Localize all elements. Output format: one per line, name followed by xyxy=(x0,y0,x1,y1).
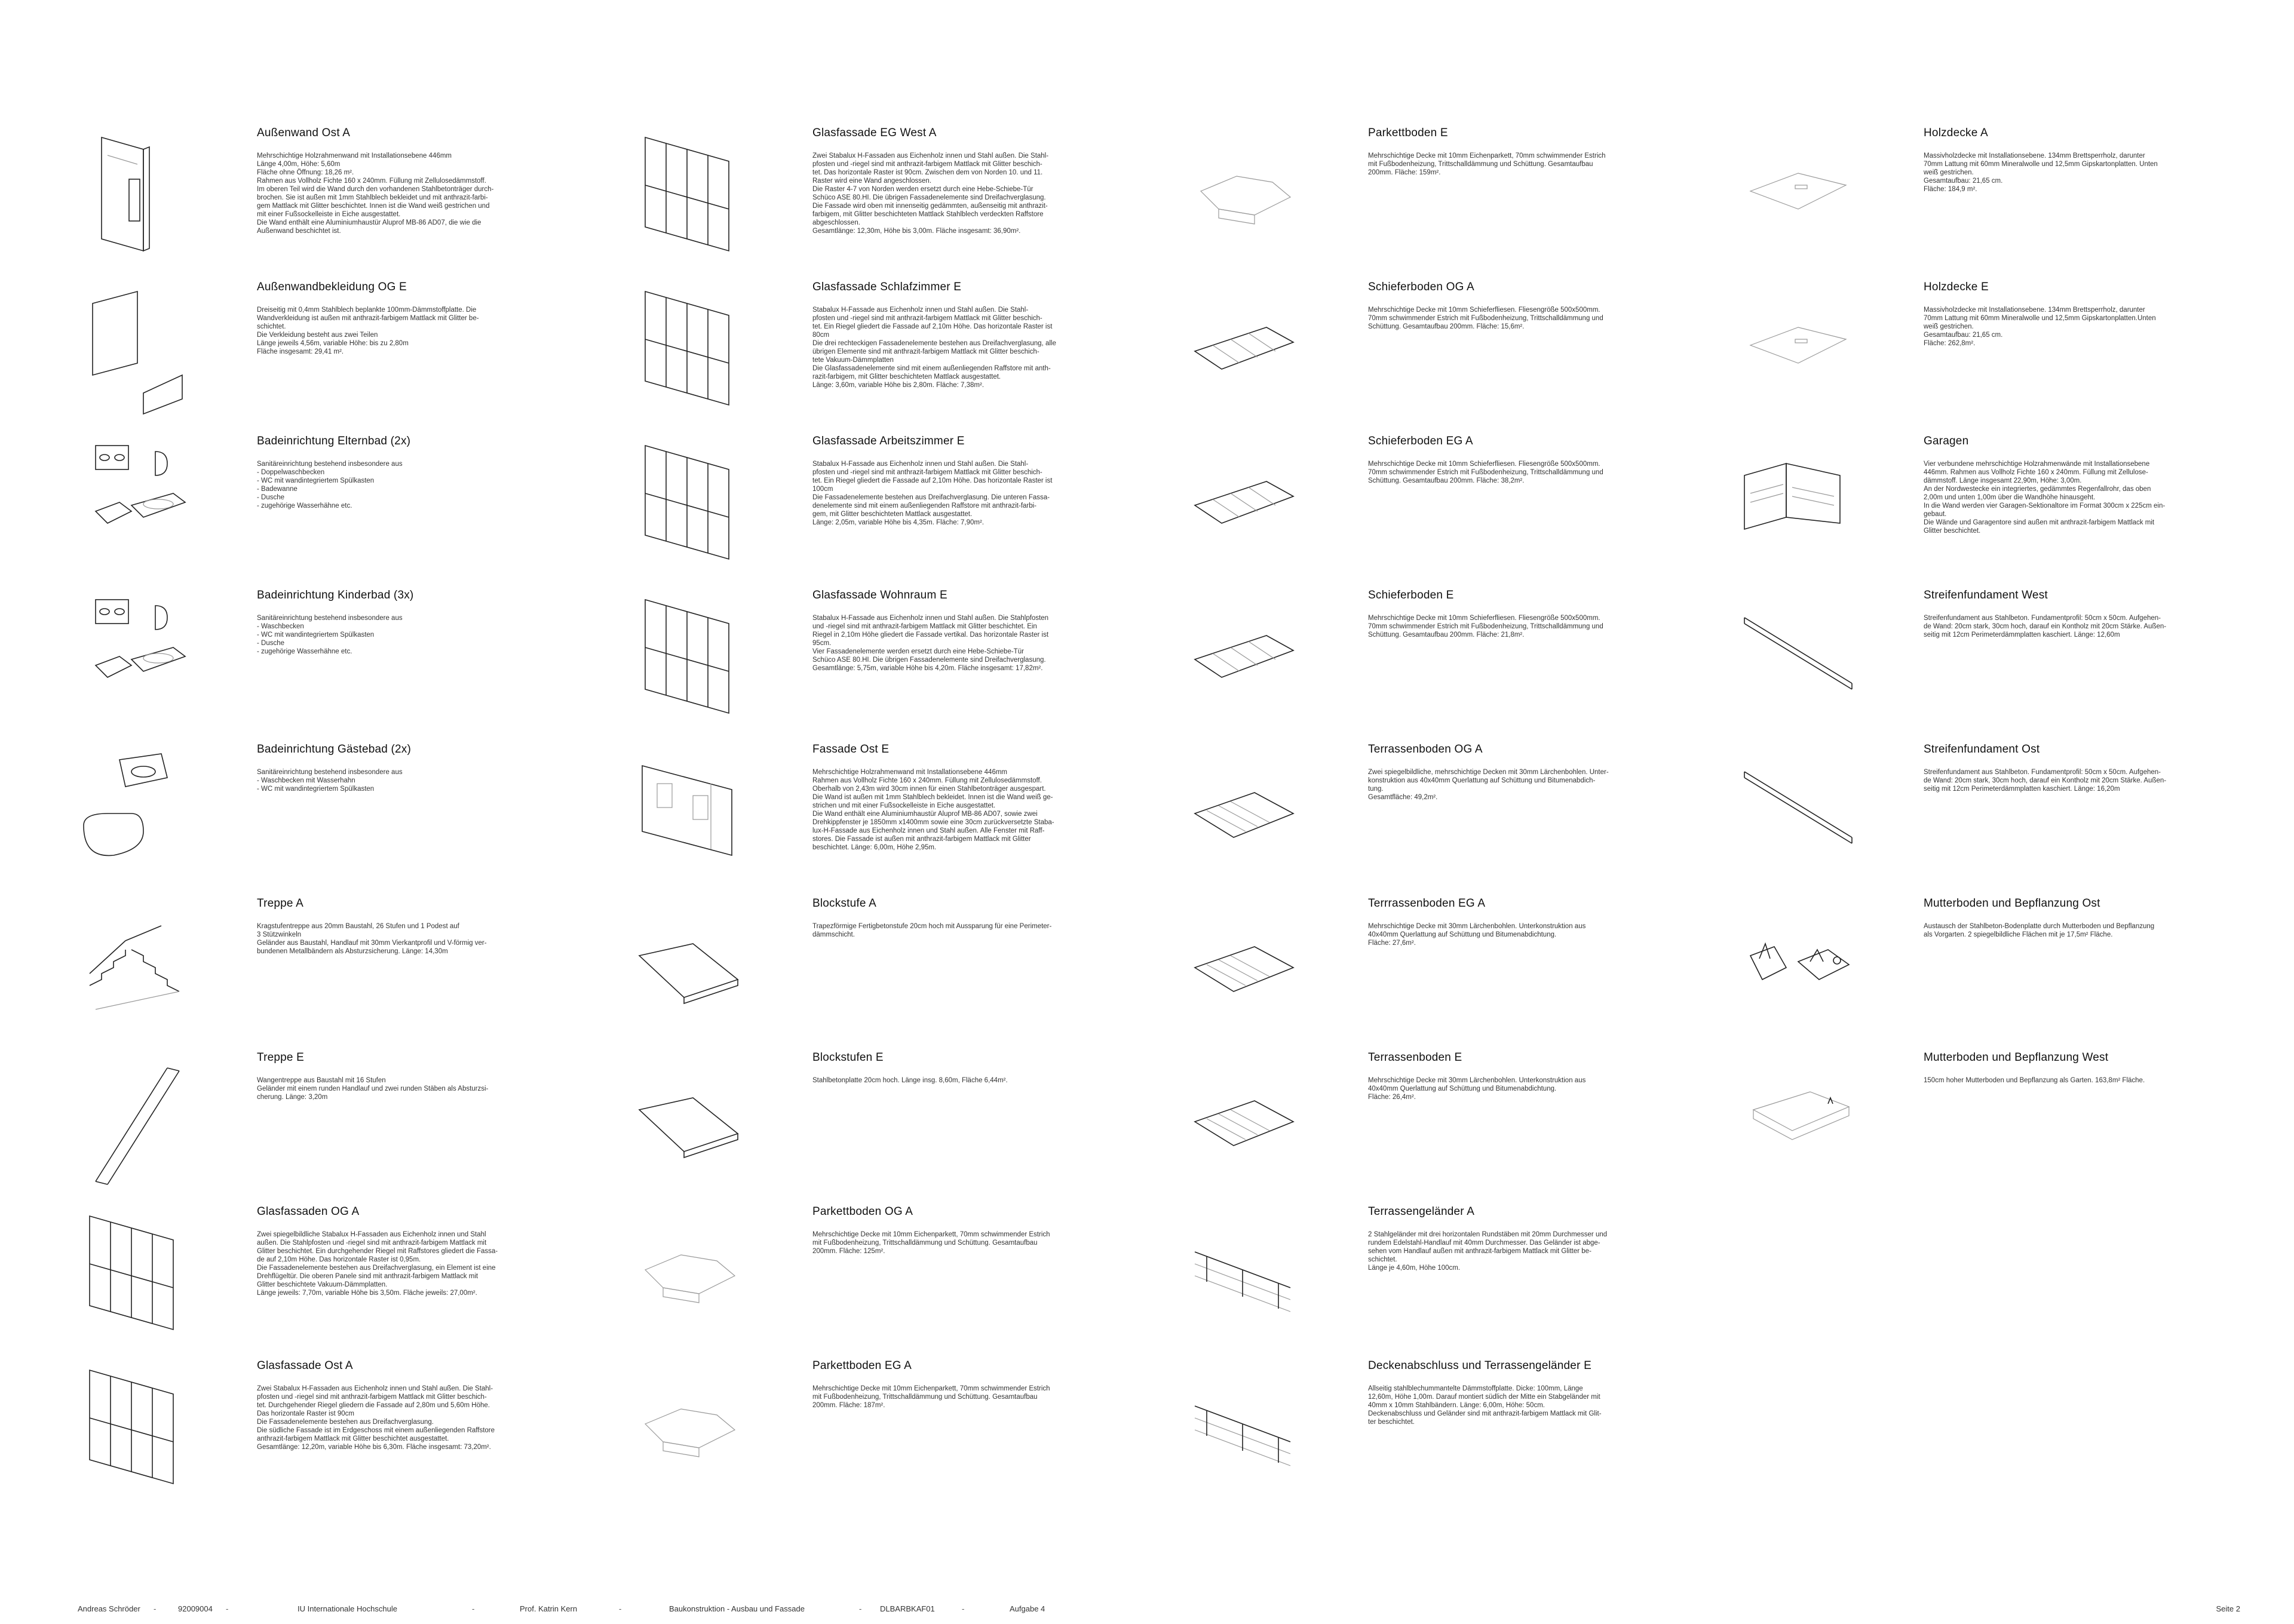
component-title: Treppe E xyxy=(257,1051,305,1064)
wall-icon xyxy=(72,119,191,269)
component-description: Allseitig stahlblechummantelte Dämmstoffplatte. Dicke: 100mm, Länge 12,60m, Höhe 1,00m. Darauf montiert südlich der Mitte ein Stabgeländer mit 40mm x 10mm Stahlbändern. Länge: 6,00m, Höhe: 50cm. Deckenabschluss und Geländer sind mit anthrazit-farbigem Mattlack mit Glit- ter beschichtet. xyxy=(1368,1385,1602,1426)
component-entry xyxy=(1738,274,2264,423)
component-entry xyxy=(627,119,1153,269)
slate-floor-icon xyxy=(1183,428,1302,577)
component-entry xyxy=(627,582,1153,731)
component-title: Glasfassade Ost A xyxy=(257,1359,353,1372)
component-entry xyxy=(1738,1044,2264,1193)
component-description: Streifenfundament aus Stahlbeton. Fundamentprofil: 50cm x 50cm. Aufgehen- de Wand: 20cm stark, 30cm hoch, darauf ein Kontholz mit 20cm Stärke. Außen- seitig mit 12cm Perimeterdämmplatten kaschiert. Länge: 12,60m xyxy=(1924,615,2167,638)
component-description: Sanitäreinrichtung bestehend insbesondere aus - Waschbecken mit Wasserhahn - WC mit wandintegriertem Spülkasten xyxy=(257,769,403,793)
foundation-icon xyxy=(1738,736,1858,885)
glass-facade-icon xyxy=(72,1352,191,1502)
bathroom-fixtures-icon xyxy=(72,582,191,731)
glass-facade-icon xyxy=(627,428,747,577)
terrace-floor-icon xyxy=(1183,890,1302,1039)
component-title: Garagen xyxy=(1924,435,1969,447)
component-entry xyxy=(627,890,1153,1039)
slate-floor-icon xyxy=(1183,582,1302,731)
component-text xyxy=(1368,1205,1703,1272)
footer-school: IU Internationale Hochschule xyxy=(298,1604,397,1613)
footer-student-id: 92009004 xyxy=(178,1604,213,1613)
component-text xyxy=(1368,1051,1703,1101)
glass-facade-icon xyxy=(627,119,747,269)
component-title: Terrrassenboden EG A xyxy=(1368,897,1486,910)
component-entry xyxy=(1738,428,2264,577)
component-text xyxy=(812,1051,1147,1085)
component-title: Mutterboden und Bepflanzung Ost xyxy=(1924,897,2100,910)
footer-course: Baukonstruktion - Ausbau und Fassade xyxy=(669,1604,805,1613)
component-text xyxy=(812,1359,1147,1410)
component-entry xyxy=(627,1044,1153,1193)
component-entry xyxy=(72,428,597,577)
footer-task: Aufgabe 4 xyxy=(1010,1604,1045,1613)
component-entry xyxy=(1183,582,1709,731)
component-description: Dreiseitig mit 0,4mm Stahlblech beplankte 100mm-Dämmstoffplatte. Die Wandverkleidung ist außen mit anthrazit-farbigem Mattlack mit Glitter be- schichtet. Die Verkleidung besteht aus zwei Teilen Länge jeweils 4,56m, variable Höhe: bis zu 2,80m Fläche insgesamt: 29,41 m². xyxy=(257,306,479,355)
component-description: Wangentreppe aus Baustahl mit 16 Stufen Geländer mit einem runden Handlauf und zwei runden Stäben als Absturzsi- cherung. Länge: 3,20m xyxy=(257,1077,489,1101)
block-step-icon xyxy=(627,1044,747,1193)
component-description: Austausch der Stahlbeton-Bodenplatte durch Mutterboden und Bepflanzung als Vorgarten. 2 spiegelbildliche Flächen mit je 17,5m² Fläche. xyxy=(1924,923,2155,938)
catalog-column xyxy=(1738,119,2264,1565)
component-text xyxy=(1924,1051,2258,1085)
straight-stair-icon xyxy=(72,1044,191,1193)
component-entry xyxy=(1183,428,1709,577)
component-title: Schieferboden EG A xyxy=(1368,435,1473,447)
component-entry xyxy=(72,582,597,731)
component-text xyxy=(257,1051,591,1101)
component-text xyxy=(1368,589,1703,639)
component-title: Holzdecke E xyxy=(1924,281,1989,293)
component-description: Stabalux H-Fassade aus Eichenholz innen und Stahl außen. Die Stahlpfosten und -riegel sind mit anthrazit-farbigem Mattlack mit Glitter beschichtet. Ein Riegel in 2,10m Höhe gliedert die Fassade vertikal. Das horizontale Raster ist 95cm. Vier Fassadenelemente werden ersetzt durch eine Hebe-Schiebe-Tür Schüco ASE 80.HI. Die übrigen Fassadenelemente sind Dreifachverglasung. Gesamtlänge: 5,75m, variable Höhe bis 4,20m. Fläche insgesamt: 17,82m². xyxy=(812,615,1049,672)
component-entry xyxy=(1183,1044,1709,1193)
glass-facade-icon xyxy=(627,582,747,731)
footer-separator: - xyxy=(859,1604,862,1613)
component-entry xyxy=(72,119,597,269)
component-description: Mehrschichtige Decke mit 10mm Schieferfliesen. Fliesengröße 500x500mm. 70mm schwimmender Estrich mit Fußbodenheizung, Trittschalldämmung und Schüttung. Gesamtaufbau 200mm. Fläche: 15,6m². xyxy=(1368,306,1603,330)
cladding-icon xyxy=(72,274,191,423)
footer-course-code: DLBARBKAF01 xyxy=(880,1604,935,1613)
catalog-column xyxy=(627,119,1153,1565)
component-text xyxy=(1924,281,2258,348)
slate-floor-icon xyxy=(1183,274,1302,423)
component-text xyxy=(812,127,1147,235)
component-title: Holzdecke A xyxy=(1924,127,1988,139)
foundation-icon xyxy=(1738,582,1858,731)
component-text xyxy=(257,743,591,793)
component-description: Mehrschichtige Decke mit 10mm Eichenparkett, 70mm schwimmender Estrich mit Fußbodenheizung, Trittschalldämmung und Schüttung. Gesamtaufbau 200mm. Fläche: 187m². xyxy=(812,1385,1050,1409)
component-title: Glasfassade Wohnraum E xyxy=(812,589,947,601)
component-title: Glasfassade Schlafzimmer E xyxy=(812,281,962,293)
footer-author: Andreas Schröder xyxy=(78,1604,140,1613)
railing-icon xyxy=(1183,1352,1302,1502)
component-text xyxy=(257,127,591,235)
component-entry xyxy=(1183,890,1709,1039)
stair-icon xyxy=(72,890,191,1039)
component-text xyxy=(1924,127,2258,194)
component-text xyxy=(1368,127,1703,177)
component-title: Schieferboden OG A xyxy=(1368,281,1474,293)
component-text xyxy=(1368,1359,1703,1426)
component-text xyxy=(257,1205,591,1297)
garden-icon xyxy=(1738,1044,1858,1193)
component-description: Zwei spiegelbildliche Stabalux H-Fassaden aus Eichenholz innen und Stahl außen. Die Stahlpfosten und -riegel sind mit anthrazit-farbigem Mattlack mit Glitter beschichtet. Ein durchgehender Riegel mit Raffstores gliedert die Fassa- de auf 2,10m Höhe. Das horizontale Raster ist 0,95m. Die Fassadenelemente bestehen aus Dreifachverglasung, ein Element ist eine Drehflügeltür. Die oberen Panele sind mit anthrazit-farbigem Mattlack mit Glitter beschichtete Vakuum-Dämmplatten. Länge jeweils: 7,70m, variable Höhe bis 3,50m. Fläche jeweils: 27,00m². xyxy=(257,1231,498,1297)
component-entry xyxy=(627,1352,1153,1502)
component-entry xyxy=(72,1044,597,1193)
component-entry xyxy=(1738,119,2264,269)
component-description: Zwei Stabalux H-Fassaden aus Eichenholz innen und Stahl außen. Die Stahl- pfosten und -riegel sind mit anthrazit-farbigem Mattlack mit Glitter beschich- tet. Das horizontale Raster ist 90cm. Zwischen dem von Norden 10. und 11. Raster wird eine Wand angeschlossen. Die Raster 4-7 von Norden werden ersetzt durch eine Hebe-Schiebe-Tür Schüco ASE 80.HI. Die übrigen Fassadenelemente sind Dreifachverglasung. Die Fassade wird oben mit innenseitig gedämmten, außenseitig mit anthrazit- farbigem, mit Glitter beschichteten Mattlack Stahlblech verdeckten Raffstore abgeschlossen. Gesamtlänge: 12,30m, Höhe bis 3,00m. Fläche insgesamt: 36,90m². xyxy=(812,152,1049,235)
component-title: Glasfassade EG West A xyxy=(812,127,937,139)
component-text xyxy=(257,1359,591,1451)
component-description: Zwei Stabalux H-Fassaden aus Eichenholz innen und Stahl außen. Die Stahl- pfosten und -riegel sind mit anthrazit-farbigem Mattlack mit Glitter beschich- tet. Durchgehender Riegel gliedern die Fassade auf 2,80m und 5,60m Höhe. Das horizontale Raster ist 90cm Die Fassadenelemente bestehen aus Dreifachverglasung. Die südliche Fassade ist im Erdgeschoss mit einem außenliegenden Raffstore anthrazit-farbigem Mattlack mit Glitter beschichtet ausgestattet. Gesamtlänge: 12,20m, variable Höhe bis 6,30m. Fläche insgesamt: 73,20m². xyxy=(257,1385,495,1451)
component-description: Mehrschichtige Decke mit 10mm Schieferfliesen. Fliesengröße 500x500mm. 70mm schwimmender Estrich mit Fußbodenheizung, Trittschalldämmung und Schüttung. Gesamtaufbau 200mm. Fläche: 21,8m². xyxy=(1368,615,1603,638)
component-title: Terrassenboden OG A xyxy=(1368,743,1483,756)
component-text xyxy=(257,435,591,510)
component-description: 150cm hoher Mutterboden und Bepflanzung als Garten. 163,8m² Fläche. xyxy=(1924,1077,2145,1084)
component-text xyxy=(1368,897,1703,947)
component-description: Mehrschichtige Decke mit 10mm Eichenparkett, 70mm schwimmender Estrich mit Fußbodenheizung, Trittschalldämmung und Schüttung. Gesamtaufbau 200mm. Fläche: 125m². xyxy=(812,1231,1050,1255)
component-description: Mehrschichtige Decke mit 10mm Schieferfliesen. Fliesengröße 500x500mm. 70mm schwimmender Estrich mit Fußbodenheizung, Trittschalldämmung und Schüttung. Gesamtaufbau 200mm. Fläche: 38,2m². xyxy=(1368,461,1603,484)
component-title: Terrassenboden E xyxy=(1368,1051,1462,1064)
footer xyxy=(78,1604,2240,1619)
component-description: 2 Stahlgeländer mit drei horizontalen Rundstäben mit 20mm Durchmesser und rundem Edelstahl-Handlauf mit 40mm Durchmesser. Das Geländer ist abge- sehen vom Handlauf außen mit anthrazit-farbigem Mattlack mit Glitter be- schichtet. Länge je 4,60m, Höhe 100cm. xyxy=(1368,1231,1608,1272)
component-text xyxy=(257,897,591,956)
component-description: Mehrschichtige Holzrahmenwand mit Installationsebene 446mm Rahmen aus Vollholz Fichte 160 x 240mm. Füllung mit Zellulosedämmstoff. Oberhalb von 2,43m wird 30cm innen für einen Stahlbetonträger ausgespart. Die Wand ist außen mit 1mm Stahlblech bekleidet. Innen ist die Wand weiß ge- strichen und mit einer Fußsockelleiste in Eiche ausgestattet. Die Wand enthält eine Aluminiumhaustür Aluprof MB-86 AD07, sowie zwei Drehkippfenster je 1850mm x1400mm sowie eine 30cm zurückversetzte Staba- lux-H-Fassade aus Eichenholz innen und Stahl außen. Alle Fenster mit Raff- stores. Die Fassade ist außen mit anthrazit-farbigem Mattlack mit Glitter beschichtet. Länge: 6,00m, Höhe 2,95m. xyxy=(812,769,1054,851)
component-title: Deckenabschluss und Terrassengeländer E xyxy=(1368,1359,1591,1372)
footer-separator: - xyxy=(962,1604,965,1613)
component-text xyxy=(1924,897,2258,939)
railing-icon xyxy=(1183,1198,1302,1347)
component-title: Schieferboden E xyxy=(1368,589,1454,601)
component-entry xyxy=(1183,274,1709,423)
component-entry xyxy=(1738,582,2264,731)
catalog-column xyxy=(1183,119,1709,1565)
component-text xyxy=(812,743,1147,852)
facade-icon xyxy=(627,736,747,885)
component-entry xyxy=(72,1352,597,1502)
component-title: Badeinrichtung Gästebad (2x) xyxy=(257,743,412,756)
footer-professor: Prof. Katrin Kern xyxy=(520,1604,578,1613)
component-text xyxy=(257,589,591,656)
component-title: Außenwand Ost A xyxy=(257,127,351,139)
component-text xyxy=(1924,743,2258,793)
component-description: Stahlbetonplatte 20cm hoch. Länge insg. 8,60m, Fläche 6,44m². xyxy=(812,1077,1008,1084)
component-title: Terrassengeländer A xyxy=(1368,1205,1475,1218)
component-description: Massivholzdecke mit Installationsebene. 134mm Brettsperrholz, darunter 70mm Lattung mit 60mm Mineralwolle und 12,5mm Gipskartonplatten. Unten weiß gestrichen. Gesamtaufbau: 21,65 cm. Fläche: 184,9 m². xyxy=(1924,152,2158,193)
block-step-icon xyxy=(627,890,747,1039)
component-text xyxy=(812,897,1147,939)
component-description: Mehrschichtige Decke mit 30mm Lärchenbohlen. Unterkonstruktion aus 40x40mm Querlattung auf Schüttung und Bitumenabdichtung. Fläche: 27,6m². xyxy=(1368,923,1586,947)
component-title: Blockstufen E xyxy=(812,1051,884,1064)
ceiling-icon xyxy=(1738,119,1858,269)
component-text xyxy=(812,281,1147,389)
footer-separator: - xyxy=(154,1604,157,1613)
component-entry xyxy=(72,1198,597,1347)
component-catalog xyxy=(72,119,2246,1565)
component-description: Mehrschichtige Holzrahmenwand mit Installationsebene 446mm Länge 4,00m, Höhe: 5,60m Fläche ohne Öffnung: 18,26 m². Rahmen aus Vollholz Fichte 160 x 240mm. Füllung mit Zellulosedämmstoff. Im oberen Teil wird die Wand durch den vorhandenen Stahlbetonträger durch- brochen. Sie ist außen mit 1mm Stahlblech bekleidet und mit anthrazit-farbi- gem Mattlack mit Glitter beschichtet. Innen ist die Wand weiß gestrichen und mit einer Fußsockelleiste in Eiche ausgestattet. Die Wand enthält eine Aluminiumhaustür Aluprof MB-86 AD07, die wie die Außenwand beschichtet ist. xyxy=(257,152,494,235)
component-entry xyxy=(1183,1352,1709,1502)
component-text xyxy=(1924,589,2258,639)
component-entry xyxy=(72,274,597,423)
terrace-floor-icon xyxy=(1183,1044,1302,1193)
component-entry xyxy=(627,274,1153,423)
component-title: Streifenfundament West xyxy=(1924,589,2048,601)
component-title: Badeinrichtung Kinderbad (3x) xyxy=(257,589,414,601)
footer-separator: - xyxy=(472,1604,475,1613)
component-text xyxy=(1924,435,2258,535)
planting-icon xyxy=(1738,890,1858,1039)
garage-icon xyxy=(1738,428,1858,577)
component-title: Parkettboden OG A xyxy=(812,1205,913,1218)
component-entry xyxy=(1738,736,2264,885)
component-title: Blockstufe A xyxy=(812,897,876,910)
component-description: Stabalux H-Fassade aus Eichenholz innen und Stahl außen. Die Stahl- pfosten und -riegel sind mit anthrazit-farbigem Mattlack mit Glitter beschich- tet. Ein Riegel gliedert die Fassade auf 2,10m Höhe. Das horizontale Raster ist 80cm Die drei rechteckigen Fassadenelemente bestehen aus Dreifachverglasung, alle übrigen Elemente sind mit anthrazit-farbigem Mattlack mit Glitter beschich- tete Vakuum-Dämmplatten Die Glasfassadenelemente sind mit einem außenliegenden Raffstore mit anth- razit-farbigem, mit Glitter beschichteten Mattlack ausgestattet. Länge: 3,60m, variable Höhe bis 2,80m. Fläche: 7,38m². xyxy=(812,306,1056,389)
footer-separator: - xyxy=(226,1604,229,1613)
component-description: Stabalux H-Fassade aus Eichenholz innen und Stahl außen. Die Stahl- pfosten und -riegel sind mit anthrazit-farbigem Mattlack mit Glitter beschich- tet. Ein Riegel gliedert die Fassade auf 2,10m Höhe. Das horizontale Raster ist 100cm Die Fassadenelemente bestehen aus Dreifachverglasung. Die unteren Fassa- denelemente sind mit einem außenliegenden Raffstore mit anthrazit-farbi- gem, mit Glitter beschichteten Mattlack ausgestattet. Länge: 2,05m, variable Höhe bis 4,35m. Fläche: 7,90m². xyxy=(812,461,1053,526)
component-entry xyxy=(1183,119,1709,269)
component-description: Vier verbundene mehrschichtige Holzrahmenwände mit Installationsebene 446mm. Rahmen aus Vollholz Fichte 160 x 240mm. Füllung mit Zellulose- dämmstoff. Länge insgesamt 22,90m, Höhe: 3,00m. An der Nordwestecke ein integriertes, gedämmtes Regenfallrohr, das oben 2,00m und unten 1,00m über die Wandhöhe hinausgeht. In die Wand werden vier Garagen-Sektionaltore im Format 300cm x 225cm ein- gebaut. Die Wände und Garagentore sind außen mit anthrazit-farbigem Mattlack mit Glitter beschichtet. xyxy=(1924,461,2166,535)
component-entry xyxy=(627,736,1153,885)
component-text xyxy=(1368,281,1703,331)
component-entry xyxy=(72,736,597,885)
component-text xyxy=(1368,435,1703,485)
component-description: Mehrschichtige Decke mit 10mm Eichenparkett, 70mm schwimmender Estrich mit Fußbodenheizung, Trittschalldämmung und Schüttung. Gesamtaufbau 200mm. Fläche: 159m². xyxy=(1368,152,1606,176)
component-description: Sanitäreinrichtung bestehend insbesondere aus - Doppelwaschbecken - WC mit wandintegriertem Spülkasten - Badewanne - Dusche - zugehörige Wasserhähne etc. xyxy=(257,461,403,509)
footer-separator: - xyxy=(619,1604,622,1613)
component-description: Kragstufentreppe aus 20mm Baustahl, 26 Stufen und 1 Podest auf 3 Stützwinkeln Geländer aus Baustahl, Handlauf mit 30mm Vierkantprofil und V-förmig ver- bundenen Metallbändern als Absturzsicherung. Länge: 14,30m xyxy=(257,923,487,955)
component-description: Trapezförmige Fertigbetonstufe 20cm hoch mit Aussparung für eine Perimeter- dämmschicht. xyxy=(812,923,1052,938)
component-description: Massivholzdecke mit Installationsebene. 134mm Brettsperrholz, darunter 70mm Lattung mit 60mm Mineralwolle und 12,5mm Gipskartonplatten.Unten weiß gestrichen. Gesamtaufbau: 21,65 cm. Fläche: 262,8m². xyxy=(1924,306,2156,347)
terrace-floor-icon xyxy=(1183,736,1302,885)
component-title: Streifenfundament Ost xyxy=(1924,743,2040,756)
component-text xyxy=(257,281,591,356)
component-entry xyxy=(1183,736,1709,885)
component-entry xyxy=(1738,890,2264,1039)
component-entry xyxy=(72,890,597,1039)
component-description: Mehrschichtige Decke mit 30mm Lärchenbohlen. Unterkonstruktion aus 40x40mm Querlattung auf Schüttung und Bitumenabdichtung. Fläche: 26,4m². xyxy=(1368,1077,1586,1101)
component-text xyxy=(1368,743,1703,802)
catalog-column xyxy=(72,119,597,1565)
component-title: Glasfassade Arbeitszimmer E xyxy=(812,435,965,447)
floor-icon xyxy=(1183,119,1302,269)
component-title: Treppe A xyxy=(257,897,303,910)
component-title: Fassade Ost E xyxy=(812,743,890,756)
floor-icon xyxy=(627,1352,747,1502)
component-description: Streifenfundament aus Stahlbeton. Fundamentprofil: 50cm x 50cm. Aufgehen- de Wand: 20cm stark, 30cm hoch, darauf ein Kontholz mit 20cm Stärke. Außen- seitig mit 12cm Perimeterdämmplatten kaschiert. Länge: 16,20m xyxy=(1924,769,2167,793)
component-description: Sanitäreinrichtung bestehend insbesondere aus - Waschbecken - WC mit wandintegriertem Spülkasten - Dusche - zugehörige Wasserhähne etc. xyxy=(257,615,403,655)
component-title: Badeinrichtung Elternbad (2x) xyxy=(257,435,411,447)
component-entry xyxy=(627,1198,1153,1347)
component-title: Mutterboden und Bepflanzung West xyxy=(1924,1051,2109,1064)
toilet-sink-icon xyxy=(72,736,191,885)
component-text xyxy=(812,589,1147,673)
floor-icon xyxy=(627,1198,747,1347)
bathroom-fixtures-icon xyxy=(72,428,191,577)
component-description: Zwei spiegelbildliche, mehrschichtige Decken mit 30mm Lärchenbohlen. Unter- konstruktion aus 40x40mm Querlattung auf Schüttung und Bitumenabdich- tung. Gesamtfläche: 49,2m². xyxy=(1368,769,1609,801)
component-title: Glasfassaden OG A xyxy=(257,1205,360,1218)
component-title: Außenwandbekleidung OG E xyxy=(257,281,407,293)
component-entry xyxy=(627,428,1153,577)
component-title: Parkettboden E xyxy=(1368,127,1448,139)
glass-facade-icon xyxy=(627,274,747,423)
ceiling-icon xyxy=(1738,274,1858,423)
component-text xyxy=(812,435,1147,527)
footer-page-number: Seite 2 xyxy=(2216,1604,2240,1613)
glass-facade-icon xyxy=(72,1198,191,1347)
component-title: Parkettboden EG A xyxy=(812,1359,912,1372)
component-text xyxy=(812,1205,1147,1255)
component-entry xyxy=(1183,1198,1709,1347)
